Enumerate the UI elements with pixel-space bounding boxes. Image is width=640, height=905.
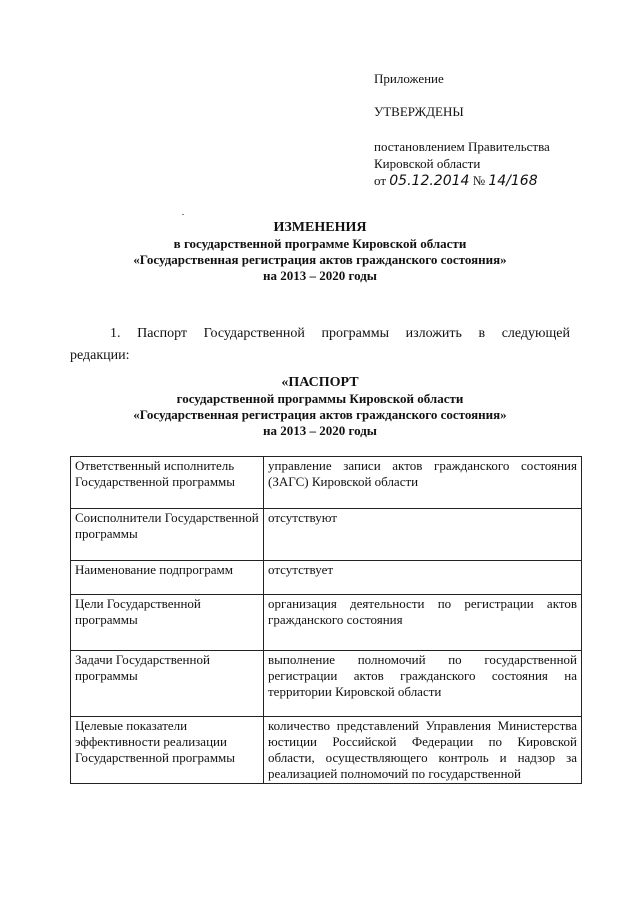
date-number-line [374, 172, 550, 190]
handwritten-number: 14/168 [488, 173, 538, 189]
handwritten-date: 05.12.2014 [389, 173, 470, 189]
table-row [71, 561, 582, 595]
changes-title-line2: в государственной программе Кировской области [173, 236, 467, 251]
approved-by-line1: постановлением Правительства [374, 139, 550, 154]
row-label: Ответственный исполнитель Государственной программы [71, 457, 264, 509]
table-row [71, 457, 582, 509]
row-value: выполнение полномочий по государственной регистрации актов гражданского состояния на территории Кировской области [264, 651, 582, 717]
paragraph-1 [70, 323, 570, 367]
table-row [71, 651, 582, 717]
date-prefix: от [374, 173, 387, 188]
passport-title [0, 375, 640, 439]
changes-title-line4: на 2013 – 2020 годы [263, 268, 377, 283]
row-label: Соисполнители Государственной программы [71, 509, 264, 561]
table-row [71, 509, 582, 561]
row-label: Наименование подпрограмм [71, 561, 264, 595]
row-value: количество представлений Управления Министерства юстиции Российской Федерации по Кировской области, осуществляющего контроль и надзор за реализацией полномочий по государственной [264, 717, 582, 784]
passport-title-main: «ПАСПОРТ [281, 375, 359, 390]
row-label: Цели Государственной программы [71, 595, 264, 651]
passport-title-line2: государственной программы Кировской области [176, 391, 464, 406]
row-label: Целевые показатели эффективности реализации Государственной программы [71, 717, 264, 784]
row-value: отсутствуют [264, 509, 582, 561]
approved-by-line2: Кировской области [374, 156, 481, 171]
approved-label: УТВЕРЖДЕНЫ [374, 104, 464, 119]
row-label: Задачи Государственной программы [71, 651, 264, 717]
passport-title-line4: на 2013 – 2020 годы [263, 423, 377, 438]
row-value: управление записи актов гражданского состояния (ЗАГС) Кировской области [264, 457, 582, 509]
table-row [71, 595, 582, 651]
changes-title [0, 220, 640, 284]
table-row [71, 717, 582, 784]
changes-title-line3: «Государственная регистрация актов гражданского состояния» [133, 252, 507, 267]
number-prefix: № [472, 173, 486, 188]
paragraph-line2: редакции: [70, 348, 130, 363]
scan-speck [182, 214, 184, 215]
changes-title-main: ИЗМЕНЕНИЯ [273, 220, 367, 235]
appendix-label: Приложение [374, 71, 444, 86]
passport-table [70, 456, 582, 784]
paragraph-line1: 1. Паспорт Государственной программы изложить в следующей [110, 326, 570, 341]
passport-title-line3: «Государственная регистрация актов гражданского состояния» [133, 407, 507, 422]
approval-block [374, 70, 550, 190]
row-value: отсутствует [264, 561, 582, 595]
row-value: организация деятельности по регистрации актов гражданского состояния [264, 595, 582, 651]
